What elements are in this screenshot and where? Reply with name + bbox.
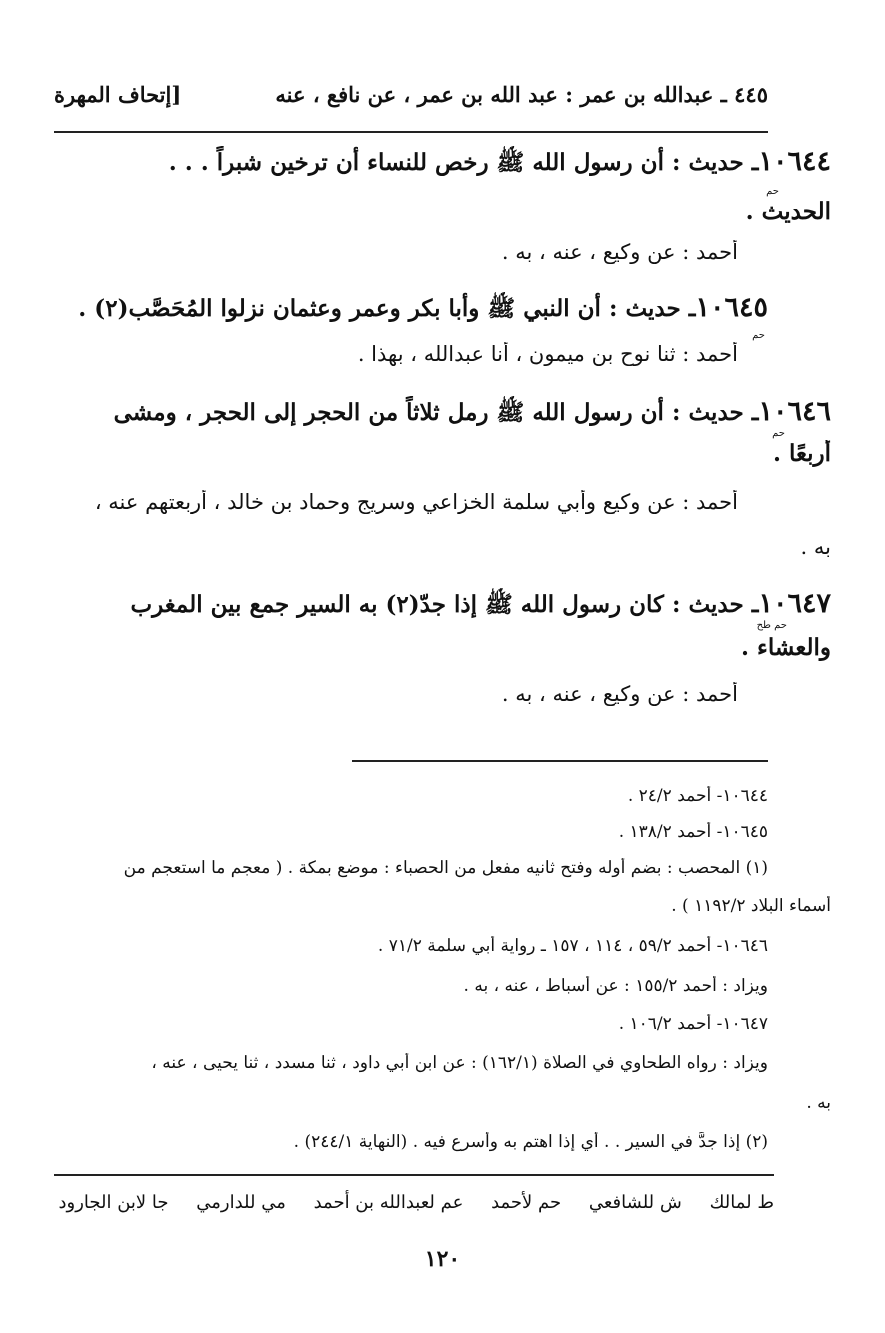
footnote: (١) المحصب : بضم أوله وفتح ثانيه مفعل من الحصباء : موضع بمكة . ( معجم ما استعجم من (123, 858, 768, 878)
page-number: ١٢٠ (424, 1246, 461, 1272)
hadith-source: أحمد : ثنا نوح بن ميمون ، أنا عبدالله ، بهذا . (357, 342, 738, 366)
hadith-10646 (54, 396, 831, 432)
footnote: ١٠٦٤٤- أحمد ٢٤/٢ . (627, 786, 768, 806)
abbr-item: جا لابن الجارود (58, 1192, 169, 1213)
hadith-number: ١٠٦٤٧ (758, 588, 831, 619)
hadith-text: ـ حديث : أن رسول الله ﷺ رمل ثلاثاً من الحجر إلى الحجر ، ومشى (113, 399, 759, 426)
abbr-item: مي للدارمي (196, 1192, 286, 1213)
footnote: ١٠٦٤٦- أحمد ٥٩/٢ ، ١١٤ ، ١٥٧ ـ رواية أبي سلمة ٧١/٢ . (377, 936, 768, 956)
source-symbol: حم (766, 186, 779, 197)
hadith-10644 (54, 146, 831, 182)
abbr-item: عم لعبدالله بن أحمد (313, 1192, 464, 1213)
footnote: ويزاد : أحمد ١٥٥/٢ : عن أسباط ، عنه ، به . (463, 976, 768, 996)
hadith-text-cont: الحديث . (745, 198, 831, 225)
source-symbol: حم (772, 428, 785, 439)
hadith-number: ١٠٦٤٥ (695, 292, 768, 323)
footnote: (٢) إذا جدَّ في السير . . أي إذا اهتم به وأسرع فيه . (النهاية ٢٤٤/١) . (293, 1132, 768, 1152)
hadith-10647 (54, 588, 831, 624)
book-title: [إتحاف المهرة (54, 82, 182, 107)
abbreviation-rule (54, 1174, 774, 1176)
hadith-source: أحمد : عن وكيع وأبي سلمة الخزاعي وسريج وحماد بن خالد ، أربعتهم عنه ، (94, 490, 738, 514)
hadith-source: أحمد : عن وكيع ، عنه ، به . (501, 682, 738, 706)
running-header (54, 82, 768, 122)
abbr-item: ط لمالك (709, 1192, 774, 1213)
footnote: ١٠٦٤٥- أحمد ١٣٨/٢ . (618, 822, 768, 842)
hadith-text-cont: والعشاء . (741, 634, 831, 661)
abbr-item: ش للشافعي (588, 1192, 682, 1213)
hadith-text: ـ حديث : أن رسول الله ﷺ رخص للنساء أن ترخين شبراً . . . (168, 149, 759, 176)
hadith-text: ـ حديث : كان رسول الله ﷺ إذا جدّ(٢) به السير جمع بين المغرب (130, 591, 759, 618)
hadith-text-cont: أربعًا . (772, 440, 831, 467)
hadith-source: أحمد : عن وكيع ، عنه ، به . (501, 240, 738, 264)
hadith-number: ١٠٦٤٦ (758, 396, 831, 427)
footnote: ويزاد : رواه الطحاوي في الصلاة (١٦٢/١) : عن ابن أبي داود ، ثنا مسدد ، ثنا يحيى ، عنه ، (151, 1053, 768, 1073)
hadith-number: ١٠٦٤٤ (758, 146, 831, 177)
abbreviation-key (54, 1192, 774, 1224)
header-rule (54, 131, 768, 133)
hadith-10645 (54, 292, 768, 328)
abbr-item: حم لأحمد (491, 1192, 562, 1213)
footnote-cont: أسماء البلاد ١١٩٢/٢ ) . (671, 896, 831, 916)
source-symbol: حم (752, 330, 765, 341)
source-symbol: حم طح (756, 620, 787, 631)
footnote-rule (352, 760, 768, 762)
footnote: ١٠٦٤٧- أحمد ١٠٦/٢ . (618, 1014, 768, 1034)
footnote-cont: به . (806, 1093, 831, 1113)
hadith-source-cont: به . (800, 535, 831, 559)
running-title: ٤٤٥ ـ عبدالله بن عمر : عبد الله بن عمر ، عن نافع ، عنه (275, 82, 768, 107)
hadith-text: ـ حديث : أن النبي ﷺ وأبا بكر وعمر وعثمان نزلوا المُحَصَّب(٢) . (78, 295, 696, 322)
